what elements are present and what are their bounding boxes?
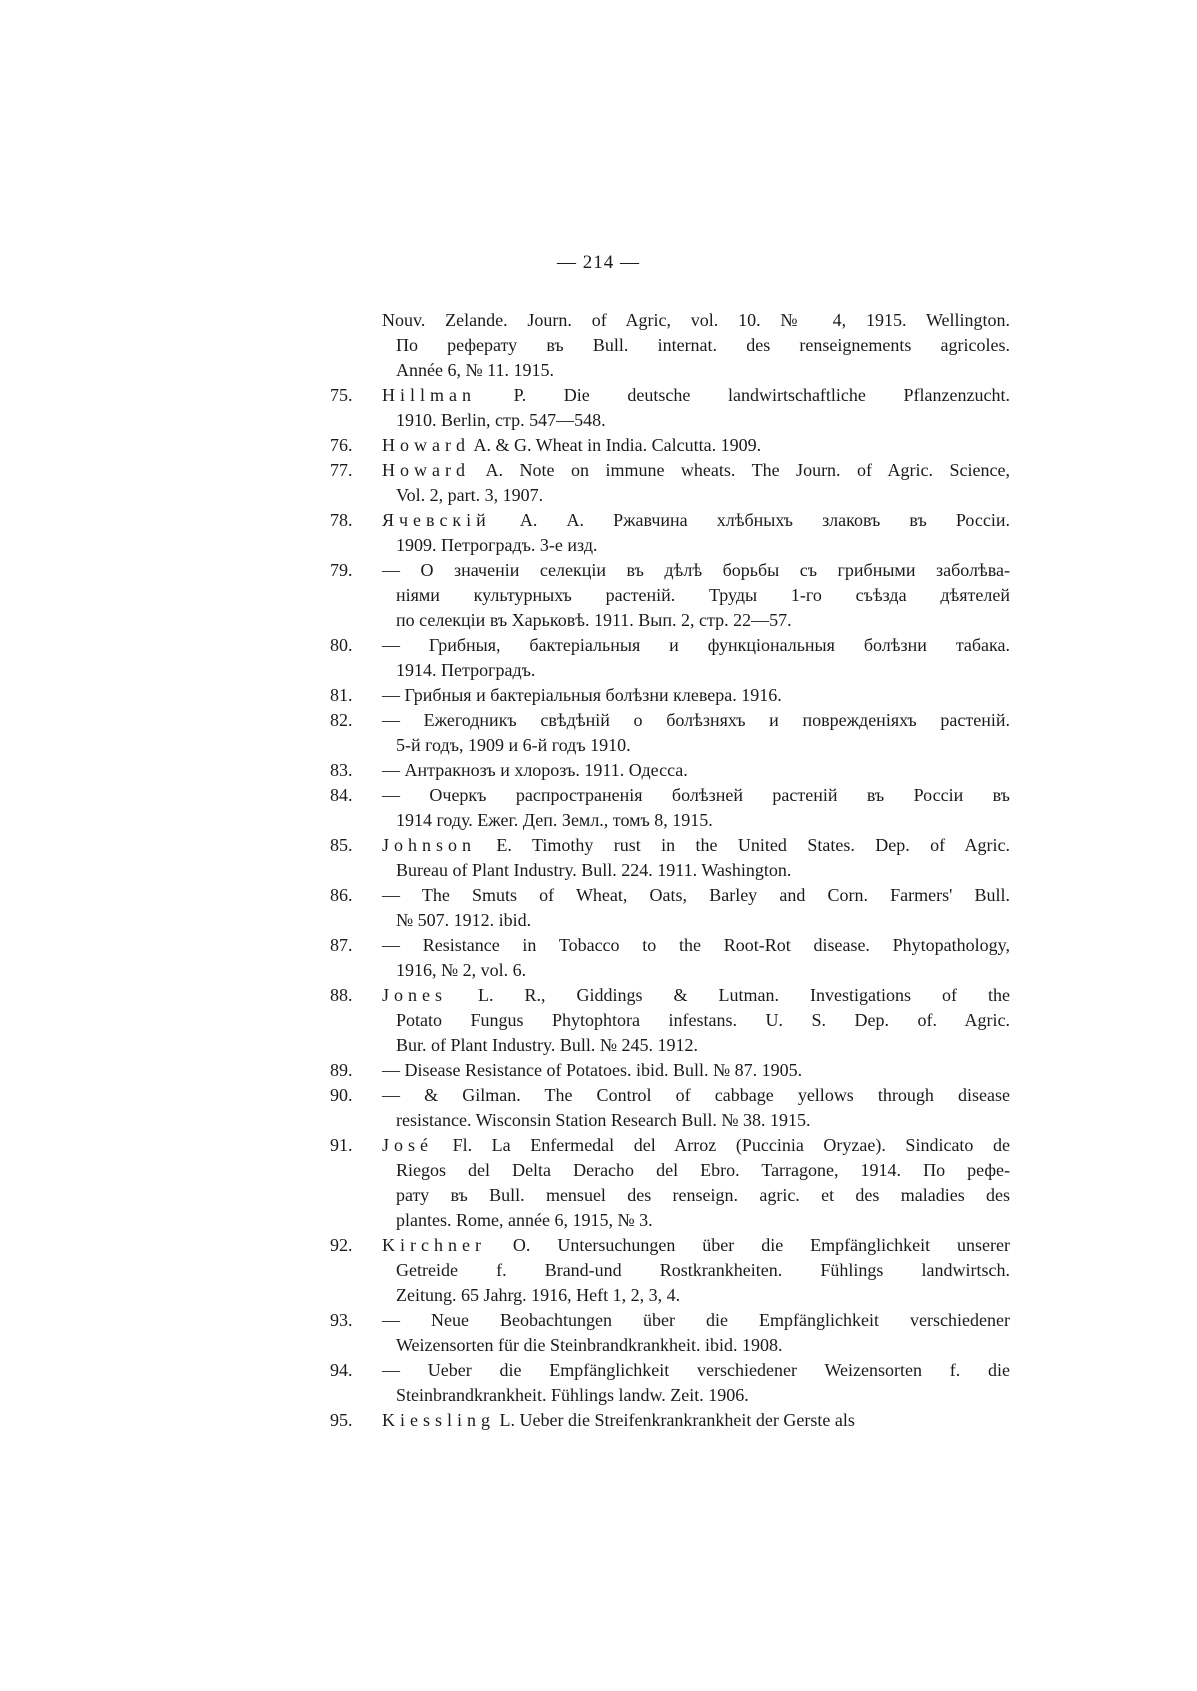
entry-author: Howard	[382, 460, 470, 480]
entry-line: — Грибныя и бактеріальныя болѣзни клевера. 1916.	[382, 685, 782, 705]
entry-number: 78.	[330, 510, 353, 530]
entry-line: Nouv. Zelande. Journ. of Agric, vol. 10. № 4, 1915. Wellington.	[382, 310, 1010, 330]
entry-number: 75.	[330, 385, 353, 405]
bibliography-entry	[330, 433, 1010, 458]
entry-number: 76.	[330, 435, 353, 455]
bibliography-entry	[330, 1133, 1010, 1233]
entry-text: P. Die deutsche landwirtschaftliche Pflanzenzucht.	[476, 385, 1010, 405]
entry-number: 80.	[330, 635, 353, 655]
entry-author: Ячевскій	[382, 510, 491, 530]
entry-line: Potato Fungus Phytophtora infestans. U. S. Dep. of. Agric.	[396, 1010, 1010, 1030]
entry-author: Hillman	[382, 385, 476, 405]
entry-line: — Ежегодникъ свѣдѣній о болѣзняхъ и поврежденіяхъ растеній.	[382, 710, 1010, 730]
entry-author: Howard	[382, 435, 470, 455]
entry-line: Année 6, № 11. 1915.	[396, 360, 554, 380]
entry-line: Bur. of Plant Industry. Bull. № 245. 1912.	[396, 1035, 699, 1055]
entry-line: — О значеніи селекціи въ дѣлѣ борьбы съ грибными заболѣва-	[382, 560, 1010, 580]
entry-line: — Грибныя, бактеріальныя и функціональныя болѣзни табака.	[382, 635, 1010, 655]
entry-number: 82.	[330, 710, 353, 730]
bibliography-entry	[330, 1358, 1010, 1408]
entry-number: 84.	[330, 785, 353, 805]
entry-line: Steinbrandkrankheit. Fühlings landw. Zeit. 1906.	[396, 1385, 749, 1405]
entry-number: 91.	[330, 1135, 353, 1155]
entry-line: 1910. Berlin, стр. 547—548.	[396, 410, 606, 430]
entry-author: Kirchner	[382, 1235, 486, 1255]
entry-number: 90.	[330, 1085, 353, 1105]
entry-line	[382, 833, 1010, 858]
entry-text: L. Ueber die Streifenkrankrankheit der Gerste als	[495, 1410, 855, 1430]
bibliography-entry	[330, 308, 1010, 383]
bibliography-entry	[330, 983, 1010, 1058]
entry-line: Riegos del Delta Deracho del Ebro. Tarragone, 1914. По рефе-	[396, 1160, 1010, 1180]
entry-author: Johnson	[382, 835, 477, 855]
entry-number: 94.	[330, 1360, 353, 1380]
entry-text: A. & G. Wheat in India. Calcutta. 1909.	[469, 435, 762, 455]
bibliography-entry	[330, 383, 1010, 433]
entry-line: — Disease Resistance of Potatoes. ibid. Bull. № 87. 1905.	[382, 1060, 803, 1080]
entry-line: Getreide f. Brand-und Rostkrankheiten. Fühlings landwirtsch.	[396, 1260, 1010, 1280]
entry-number: 92.	[330, 1235, 353, 1255]
entry-line: Vol. 2, part. 3, 1907.	[396, 485, 544, 505]
entry-line	[382, 383, 1010, 408]
entry-line: — Антракнозъ и хлорозъ. 1911. Одесса.	[382, 760, 688, 780]
entry-line: — Resistance in Tobacco to the Root-Rot disease. Phytopathology,	[382, 935, 1010, 955]
bibliography-entry	[330, 783, 1010, 833]
entry-author: Jones	[382, 985, 447, 1005]
entry-line: resistance. Wisconsin Station Research Bull. № 38. 1915.	[396, 1110, 811, 1130]
bibliography-entry	[330, 508, 1010, 558]
entry-line: 1914 году. Ежег. Деп. Земл., томъ 8, 1915.	[396, 810, 713, 830]
bibliography-entry	[330, 1083, 1010, 1133]
entry-line: — & Gilman. The Control of cabbage yellows through disease	[382, 1085, 1010, 1105]
entry-line	[382, 433, 1010, 458]
entry-line	[382, 983, 1010, 1008]
entry-line: рату въ Bull. mensuel des renseign. agric. et des maladies des	[396, 1185, 1010, 1205]
entry-number: 81.	[330, 685, 353, 705]
entry-number: 93.	[330, 1310, 353, 1330]
entry-line: — Neue Beobachtungen über die Empfänglichkeit verschiedener	[382, 1310, 1010, 1330]
entry-author: Kiessling	[382, 1410, 496, 1430]
entry-line: Weizensorten für die Steinbrandkrankheit. ibid. 1908.	[396, 1335, 783, 1355]
bibliography-entry	[330, 1408, 1010, 1433]
page-number: — 214 —	[557, 252, 640, 273]
entry-text: A. Note on immune wheats. The Journ. of Agric. Science,	[469, 460, 1010, 480]
entry-number: 89.	[330, 1060, 353, 1080]
entry-author: José	[382, 1135, 433, 1155]
entry-text: E. Timothy rust in the United States. Dep. of Agric.	[476, 835, 1010, 855]
bibliography-entry	[330, 683, 1010, 708]
entry-line: — Очеркъ распространенія болѣзней растеній въ Россіи въ	[382, 785, 1010, 805]
entry-line: ніями культурныхъ растеній. Труды 1-го съѣзда дѣятелей	[396, 585, 1010, 605]
bibliography-entry	[330, 1308, 1010, 1358]
entry-number: 88.	[330, 985, 353, 1005]
entry-line: — Ueber die Empfänglichkeit verschiedener Weizensorten f. die	[382, 1360, 1010, 1380]
entry-line	[382, 1233, 1010, 1258]
entry-line: Bureau of Plant Industry. Bull. 224. 1911. Washington.	[396, 860, 792, 880]
entry-number: 86.	[330, 885, 353, 905]
entry-number: 87.	[330, 935, 353, 955]
entry-text: Fl. La Enfermedal del Arroz (Puccinia Oryzae). Sindicato de	[433, 1135, 1010, 1155]
entry-line	[382, 458, 1010, 483]
entry-number: 77.	[330, 460, 353, 480]
bibliography-entry	[330, 833, 1010, 883]
bibliography-entry	[330, 1233, 1010, 1308]
bibliography-entry	[330, 633, 1010, 683]
bibliography-entry	[330, 883, 1010, 933]
entry-line: Zeitung. 65 Jahrg. 1916, Heft 1, 2, 3, 4.	[396, 1285, 681, 1305]
entry-line: 1909. Петроградъ. 3-е изд.	[396, 535, 598, 555]
entry-text: O. Untersuchungen über die Empfänglichkeit unserer	[485, 1235, 1010, 1255]
bibliography-entry	[330, 458, 1010, 508]
entry-number: 85.	[330, 835, 353, 855]
bibliography-list	[330, 308, 1010, 1433]
bibliography-entry	[330, 758, 1010, 783]
entry-line: 5-й годъ, 1909 и 6-й годъ 1910.	[396, 735, 631, 755]
entry-line: 1916, № 2, vol. 6.	[396, 960, 527, 980]
bibliography-entry	[330, 933, 1010, 983]
entry-line: № 507. 1912. ibid.	[396, 910, 532, 930]
entry-line	[382, 508, 1010, 533]
entry-text: L. R., Giddings & Lutman. Investigations of the	[447, 985, 1010, 1005]
bibliography-entry	[330, 1058, 1010, 1083]
entry-line	[382, 1408, 1010, 1433]
entry-number: 83.	[330, 760, 353, 780]
entry-number: 95.	[330, 1410, 353, 1430]
entry-line: — The Smuts of Wheat, Oats, Barley and Corn. Farmers' Bull.	[382, 885, 1010, 905]
entry-line: По реферату въ Bull. internat. des renseignements agricoles.	[396, 335, 1010, 355]
entry-line	[382, 1133, 1010, 1158]
bibliography-entry	[330, 558, 1010, 633]
entry-line: plantes. Rome, année 6, 1915, № 3.	[396, 1210, 653, 1230]
entry-number: 79.	[330, 560, 353, 580]
entry-line: 1914. Петроградъ.	[396, 660, 536, 680]
entry-line: по селекціи въ Харьковѣ. 1911. Вып. 2, стр. 22—57.	[396, 610, 792, 630]
entry-text: А. А. Ржавчина хлѣбныхъ злаковъ въ Россіи.	[490, 510, 1010, 530]
bibliography-entry	[330, 708, 1010, 758]
